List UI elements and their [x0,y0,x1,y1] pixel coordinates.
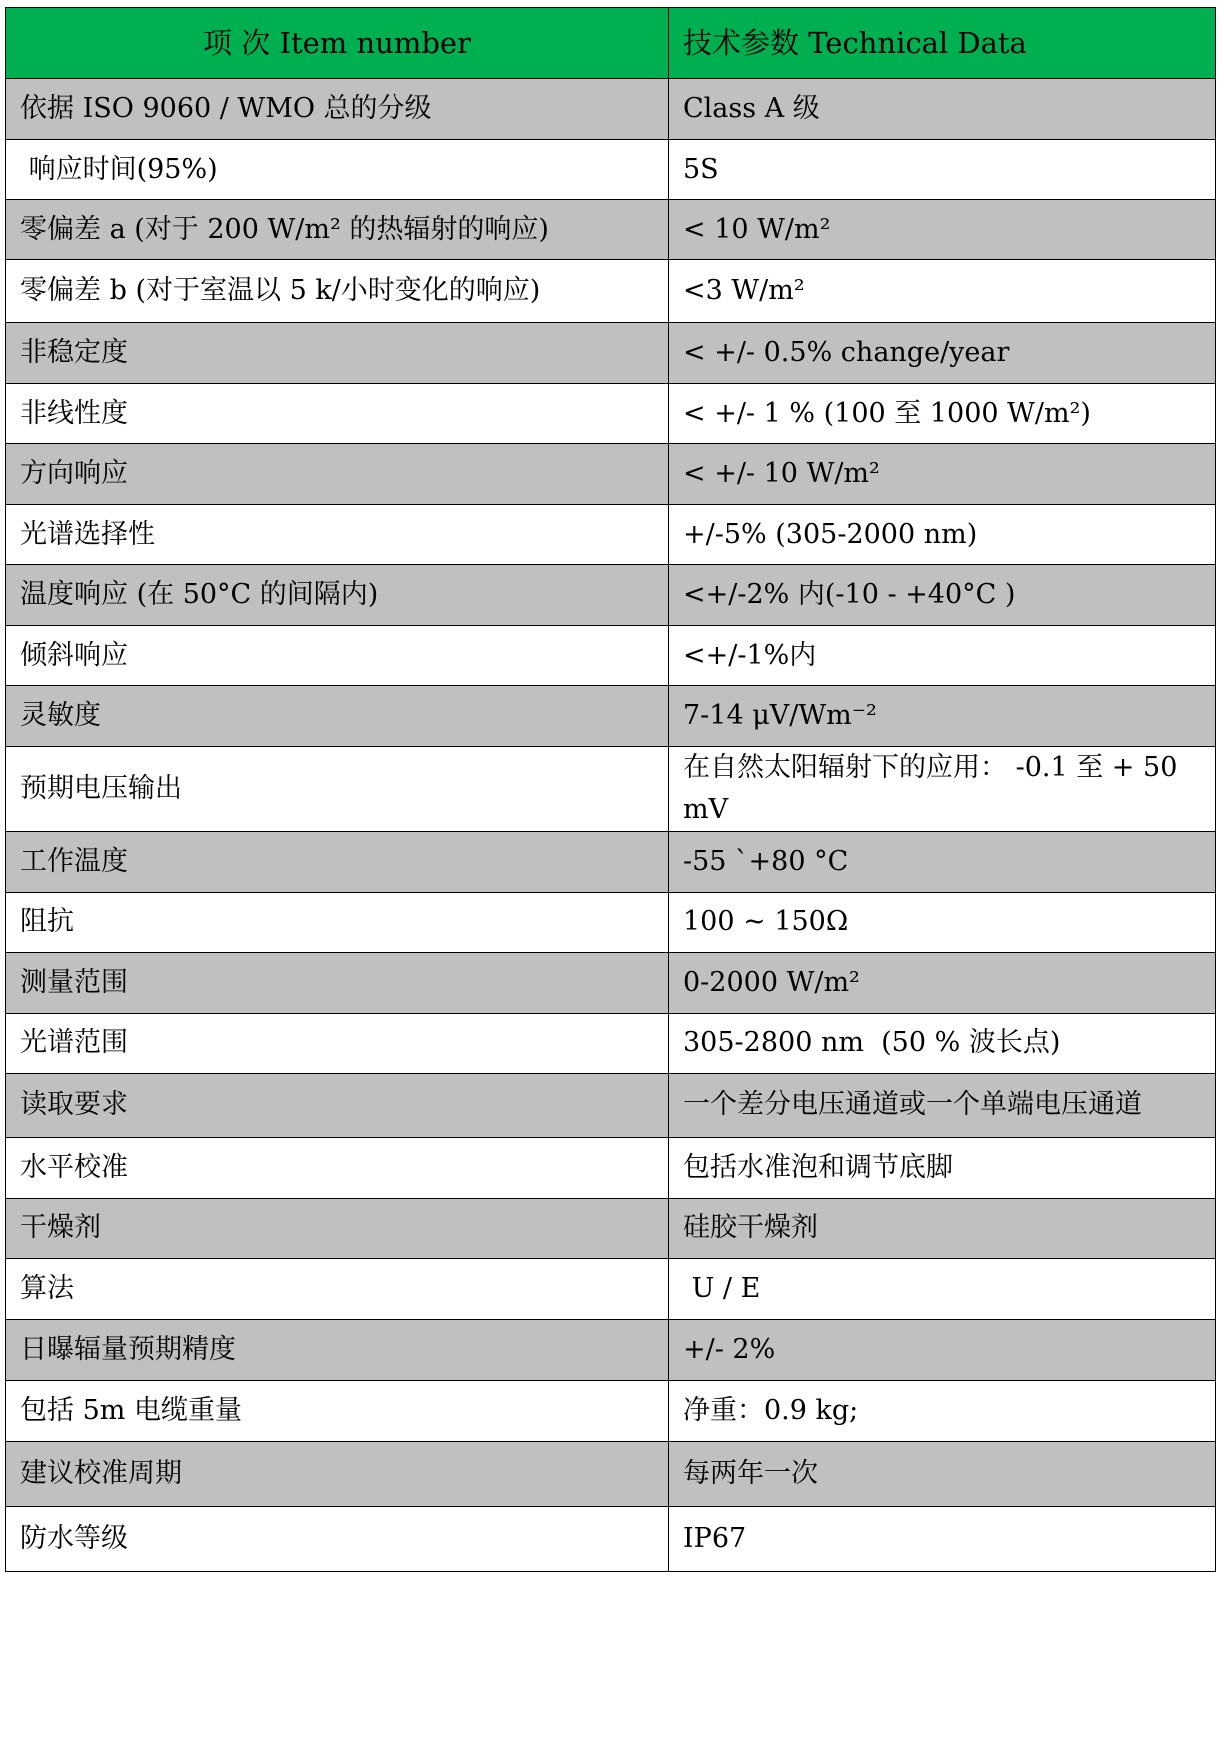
value-cell: 5S [669,140,1216,200]
value-cell: 305-2800 nm (50 % 波长点) [669,1013,1216,1073]
value-cell: < +/- 0.5% change/year [669,323,1216,384]
item-cell: 倾斜响应 [6,626,669,686]
table-row [6,79,1216,140]
value-cell: 0-2000 W/m² [669,952,1216,1013]
table-header-row [6,8,1216,79]
item-cell: 零偏差 b (对于室温以 5 k/小时变化的响应) [6,260,669,323]
spec-table [5,7,1216,1572]
table-row [6,747,1216,832]
item-cell: 读取要求 [6,1073,669,1137]
item-cell: 温度响应 (在 50°C 的间隔内) [6,565,669,626]
table-row [6,444,1216,505]
item-cell: 方向响应 [6,444,669,505]
value-cell: +/-5% (305-2000 nm) [669,505,1216,565]
table-row [6,626,1216,686]
value-cell: < 10 W/m² [669,200,1216,260]
table-row [6,1380,1216,1441]
item-cell: 测量范围 [6,952,669,1013]
value-cell: -55 `+80 °C [669,831,1216,892]
value-cell: 硅胶干燥剂 [669,1198,1216,1258]
value-cell: < +/- 1 % (100 至 1000 W/m²) [669,384,1216,444]
spec-table-body [6,79,1216,1572]
item-cell: 阻抗 [6,892,669,952]
value-cell: < +/- 10 W/m² [669,444,1216,505]
item-cell: 防水等级 [6,1506,669,1571]
table-row [6,260,1216,323]
table-row [6,1441,1216,1506]
table-row [6,1073,1216,1137]
value-cell: 100 ~ 150Ω [669,892,1216,952]
table-row [6,384,1216,444]
item-cell: 建议校准周期 [6,1441,669,1506]
value-cell: 每两年一次 [669,1441,1216,1506]
item-cell: 依据 ISO 9060 / WMO 总的分级 [6,79,669,140]
item-cell: 日曝辐量预期精度 [6,1319,669,1380]
table-row [6,892,1216,952]
item-cell: 算法 [6,1258,669,1319]
item-cell: 响应时间(95%) [6,140,669,200]
value-cell: <+/-2% 内(-10 - +40°C ) [669,565,1216,626]
item-cell: 水平校准 [6,1137,669,1198]
value-cell: 7-14 μV/Wm⁻² [669,686,1216,747]
item-cell: 光谱范围 [6,1013,669,1073]
table-row [6,1198,1216,1258]
item-cell: 干燥剂 [6,1198,669,1258]
value-cell: <+/-1%内 [669,626,1216,686]
item-cell: 光谱选择性 [6,505,669,565]
value-cell: 在自然太阳辐射下的应用： -0.1 至 + 50 mV [669,747,1216,832]
technical-data-header: 技术参数 Technical Data [669,8,1216,79]
table-row [6,505,1216,565]
table-row [6,1258,1216,1319]
table-row [6,565,1216,626]
table-row [6,1319,1216,1380]
value-cell: 净重：0.9 kg; [669,1380,1216,1441]
value-cell: +/- 2% [669,1319,1216,1380]
table-row [6,831,1216,892]
value-cell: Class A 级 [669,79,1216,140]
value-cell: 包括水准泡和调节底脚 [669,1137,1216,1198]
item-cell: 包括 5m 电缆重量 [6,1380,669,1441]
item-cell: 灵敏度 [6,686,669,747]
item-number-header: 项 次 Item number [6,8,669,79]
item-cell: 非线性度 [6,384,669,444]
table-row [6,1013,1216,1073]
table-row [6,140,1216,200]
item-cell: 零偏差 a (对于 200 W/m² 的热辐射的响应) [6,200,669,260]
value-cell: <3 W/m² [669,260,1216,323]
table-row [6,200,1216,260]
table-row [6,1137,1216,1198]
table-row [6,1506,1216,1571]
table-row [6,323,1216,384]
table-row [6,686,1216,747]
item-cell: 预期电压输出 [6,747,669,832]
table-row [6,952,1216,1013]
value-cell: U / E [669,1258,1216,1319]
value-cell: IP67 [669,1506,1216,1571]
item-cell: 工作温度 [6,831,669,892]
item-cell: 非稳定度 [6,323,669,384]
value-cell: 一个差分电压通道或一个单端电压通道 [669,1073,1216,1137]
